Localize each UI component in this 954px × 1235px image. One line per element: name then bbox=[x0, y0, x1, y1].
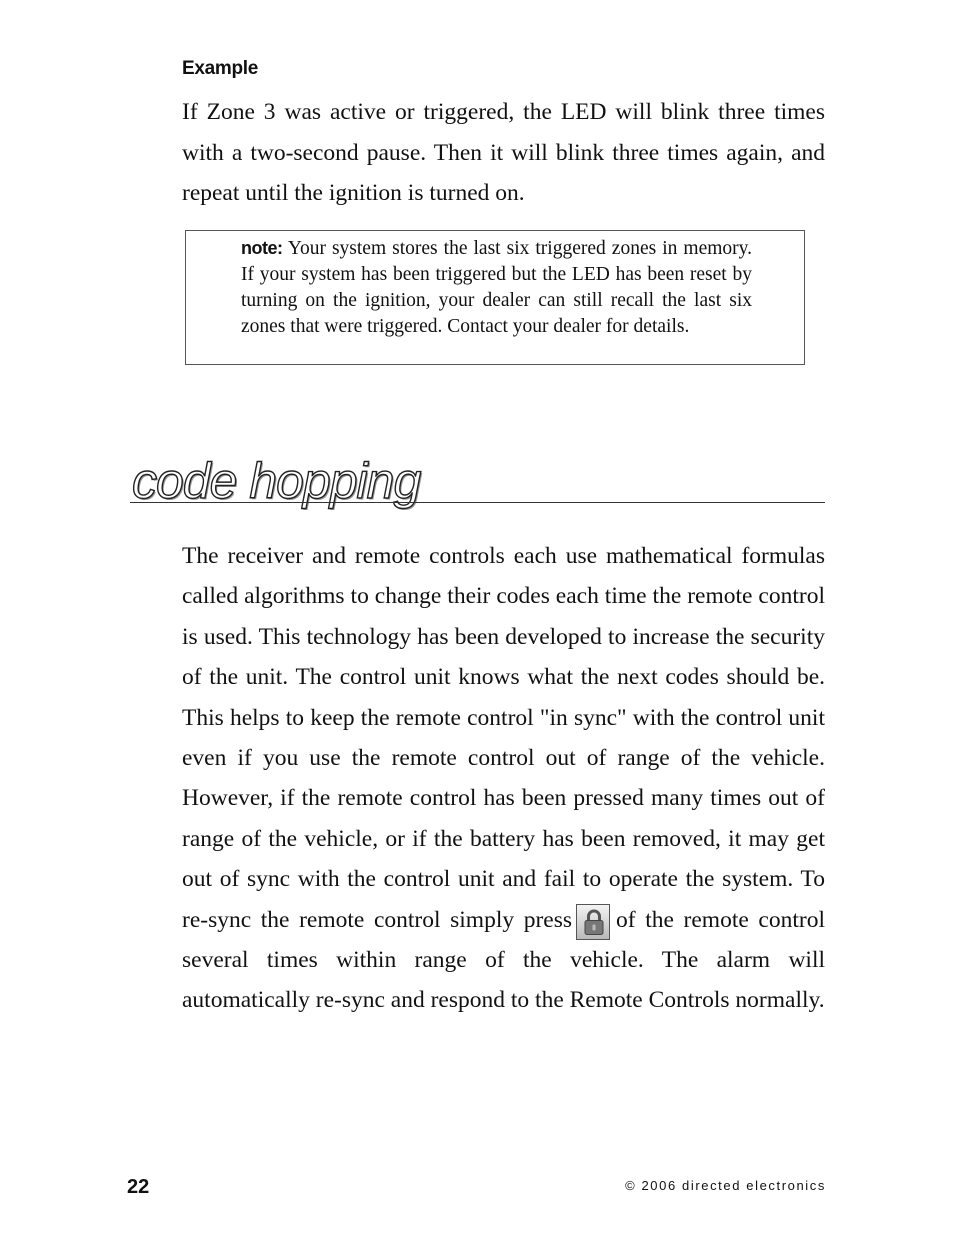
lock-button-icon bbox=[576, 904, 610, 940]
example-heading: Example bbox=[182, 58, 259, 79]
note-label: note: bbox=[241, 238, 283, 258]
body-text-before-icon: The receiver and remote controls each use mathematical formulas called algorithms to change their codes each time the remote control is used. This technology has been developed to increase the security of the unit. The control unit knows what the next codes should be. This helps to keep the remote control "in sync" with the control unit even if you use the remote control out of range of the vehicle. However, if the remote control has been pressed many times out of range of the vehicle, or if the battery has been removed, it may get out of sync with the control unit and fail to operate the system. To re-sync the remote control simply press bbox=[182, 543, 825, 933]
lock-icon bbox=[583, 908, 605, 936]
section-title: code hopping bbox=[132, 453, 421, 509]
section-divider bbox=[130, 502, 825, 503]
body-text-after-icon: of the remote control several times within range of the vehicle. The alarm will automatically re-sync and respond to the Remote Controls normally. bbox=[182, 906, 825, 1014]
note-paragraph bbox=[241, 235, 752, 340]
page-number: 22 bbox=[127, 1176, 150, 1198]
copyright-notice: © 2006 directed electronics bbox=[625, 1178, 826, 1193]
note-box bbox=[185, 230, 805, 365]
note-body: Your system stores the last six triggered zones in memory. If your system has been triggered but the LED has been reset by turning on the ignition, your dealer can still recall the last six zones that were triggered. Contact your dealer for details. bbox=[241, 238, 752, 337]
example-paragraph: If Zone 3 was active or triggered, the LED will blink three times with a two-second pause. Then it will blink three times again, and repeat until the ignition is turned on. bbox=[182, 99, 825, 206]
code-hopping-paragraph bbox=[182, 536, 825, 1021]
